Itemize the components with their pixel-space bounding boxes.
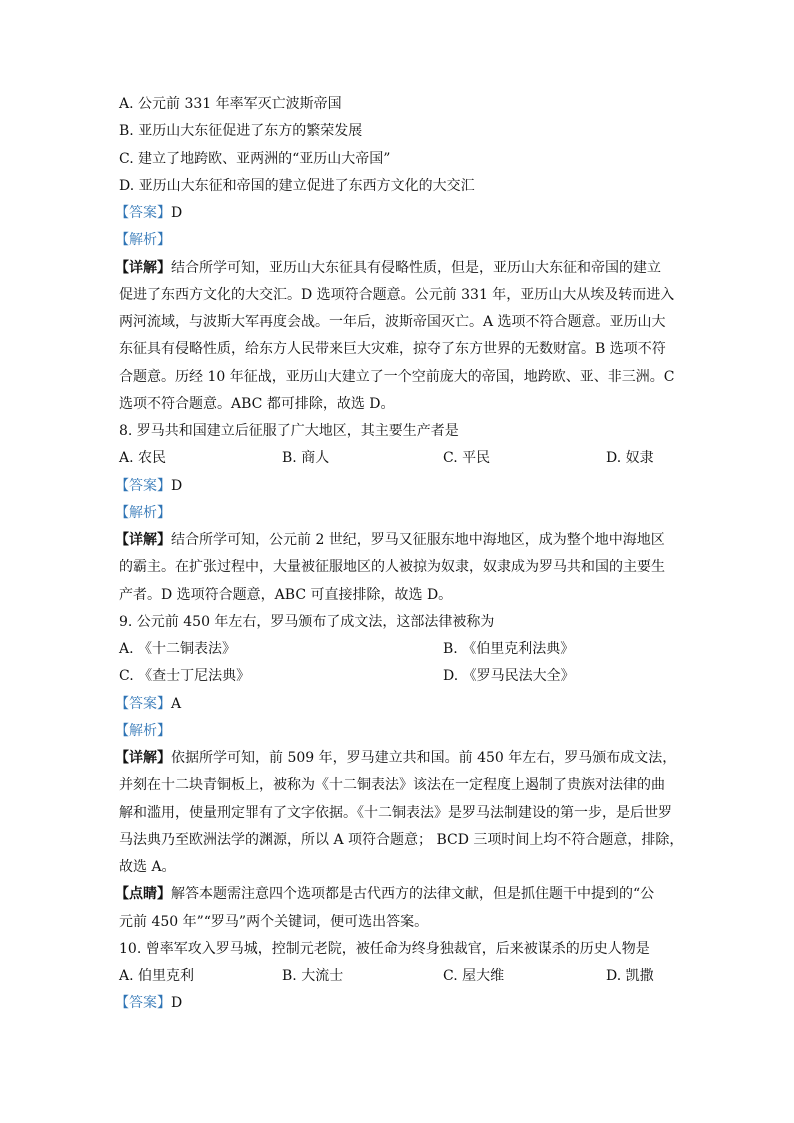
q9-tip-line bbox=[115, 884, 679, 911]
tip-text: 解答本题需注意四个选项都是古代西方的法律文献，但是抓住题干中提到的“公 bbox=[171, 886, 655, 903]
q7-detail-line: 选项不符合题意。ABC 都可排除，故选 D。 bbox=[119, 395, 395, 412]
q10-options bbox=[119, 966, 679, 993]
q10-option-b: B. 大流士 bbox=[282, 968, 344, 984]
q9-detail-line bbox=[115, 748, 679, 775]
detail-label: 【详解】 bbox=[115, 532, 171, 548]
analysis-label: 【解析】 bbox=[115, 504, 171, 521]
detail-text: 结合所学可知，亚历山大东征具有侵略性质，但是，亚历山大东征和帝国的建立 bbox=[171, 259, 661, 276]
q9-options-row1 bbox=[119, 639, 679, 666]
answer-value: A bbox=[171, 695, 182, 712]
q7-detail-line: 两河流域，与波斯大军再度会战。一年后，波斯帝国灭亡。A 选项不符合题意。亚历山大 bbox=[119, 314, 666, 330]
q8-question: 8. 罗马共和国建立后征服了广大地区，其主要生产者是 bbox=[119, 423, 459, 439]
q9-option-c: C. 《查士丁尼法典》 bbox=[119, 668, 251, 685]
q9-option-b: B. 《伯里克利法典》 bbox=[443, 641, 575, 657]
q8-option-a: A. 农民 bbox=[119, 450, 167, 467]
q9-detail-line: 故选 A。 bbox=[119, 859, 176, 875]
q7-detail-line: 东征具有侵略性质，给东方人民带来巨大灾难，掠夺了东方世界的无数财富。B 选项不符 bbox=[119, 341, 666, 358]
q7-option-a: A. 公元前 331 年率军灭亡波斯帝国 bbox=[119, 96, 342, 112]
detail-label: 【详解】 bbox=[115, 750, 171, 766]
q7-option-d: D. 亚历山大东征和帝国的建立促进了东西方文化的大交汇 bbox=[119, 177, 475, 194]
answer-label: 【答案】 bbox=[115, 995, 171, 1012]
q9-option-d: D. 《罗马民法大全》 bbox=[443, 668, 575, 685]
q10-question: 10. 曾率军攻入罗马城，控制元老院，被任命为终身独裁官，后来被谋杀的历史人物是 bbox=[119, 940, 650, 957]
q8-option-c: C. 平民 bbox=[443, 450, 491, 467]
detail-label: 【详解】 bbox=[115, 259, 171, 276]
q7-detail-line bbox=[115, 258, 679, 285]
answer-label: 【答案】 bbox=[115, 205, 171, 221]
detail-text: 结合所学可知，公元前 2 世纪，罗马又征服东地中海地区，成为整个地中海地区 bbox=[171, 532, 665, 548]
q7-option-b: B. 亚历山大东征促进了东方的繁荣发展 bbox=[119, 123, 363, 140]
q10-option-c: C. 屋大维 bbox=[443, 968, 505, 984]
tip-label: 【点睛】 bbox=[115, 886, 171, 903]
analysis-label: 【解析】 bbox=[115, 722, 171, 739]
answer-label: 【答案】 bbox=[115, 695, 171, 712]
q8-analysis bbox=[115, 503, 679, 530]
answer-value: D bbox=[171, 477, 183, 494]
q7-detail-line: 合题意。历经 10 年征战，亚历山大建立了一个空前庞大的帝国，地跨欧、亚、非三洲。C bbox=[119, 368, 675, 385]
q8-options bbox=[119, 448, 679, 475]
q7-detail-line: 促进了东西方文化的大交汇。D 选项符合题意。公元前 331 年，亚历山大从埃及转而进入 bbox=[119, 286, 675, 303]
q9-option-a: A. 《十二铜表法》 bbox=[119, 641, 237, 657]
q9-answer bbox=[115, 694, 679, 721]
q8-detail-line: 产者。D 选项符合题意，ABC 可直接排除，故选 D。 bbox=[119, 586, 453, 603]
q7-answer bbox=[115, 203, 679, 230]
answer-value: D bbox=[171, 995, 183, 1012]
answer-label: 【答案】 bbox=[115, 477, 171, 494]
q10-option-d: D. 凯撒 bbox=[606, 968, 654, 984]
analysis-label: 【解析】 bbox=[115, 232, 171, 249]
q8-detail-line: 的霸主。在扩张过程中，大量被征服地区的人被掠为奴隶，奴隶成为罗马共和国的主要生 bbox=[119, 559, 665, 576]
q9-detail-line: 马法典乃至欧洲法学的渊源，所以 A 项符合题意； BCD 三项时间上均不符合题意，排除， bbox=[119, 831, 684, 848]
q8-detail-line bbox=[115, 530, 679, 557]
q9-detail-line: 并刻在十二块青铜板上，被称为《十二铜表法》该法在一定程度上遏制了贵族对法律的曲 bbox=[119, 777, 665, 794]
q8-option-d: D. 奴隶 bbox=[606, 450, 654, 467]
q10-option-a: A. 伯里克利 bbox=[119, 968, 195, 984]
q7-analysis bbox=[115, 230, 679, 257]
document-content bbox=[115, 94, 684, 1021]
q9-tip-line: 元前 450 年”“罗马”两个关键词，便可选出答案。 bbox=[119, 913, 429, 930]
q8-answer bbox=[115, 476, 679, 503]
q10-answer bbox=[115, 993, 679, 1020]
q9-options-row2 bbox=[119, 666, 679, 693]
q9-question: 9. 公元前 450 年左右，罗马颁布了成文法，这部法律被称为 bbox=[119, 613, 495, 630]
q9-detail-line: 解和滥用，使量刑定罪有了文字依据。《十二铜表法》是罗马法制建设的第一步，是后世罗 bbox=[119, 804, 672, 821]
q9-analysis bbox=[115, 721, 679, 748]
detail-text: 依据所学可知，前 509 年，罗马建立共和国。前 450 年左右，罗马颁布成文法， bbox=[171, 750, 677, 766]
q8-option-b: B. 商人 bbox=[282, 450, 330, 467]
q7-option-c: C. 建立了地跨欧、亚两洲的“亚历山大帝国” bbox=[119, 150, 391, 167]
answer-value: D bbox=[171, 205, 183, 221]
